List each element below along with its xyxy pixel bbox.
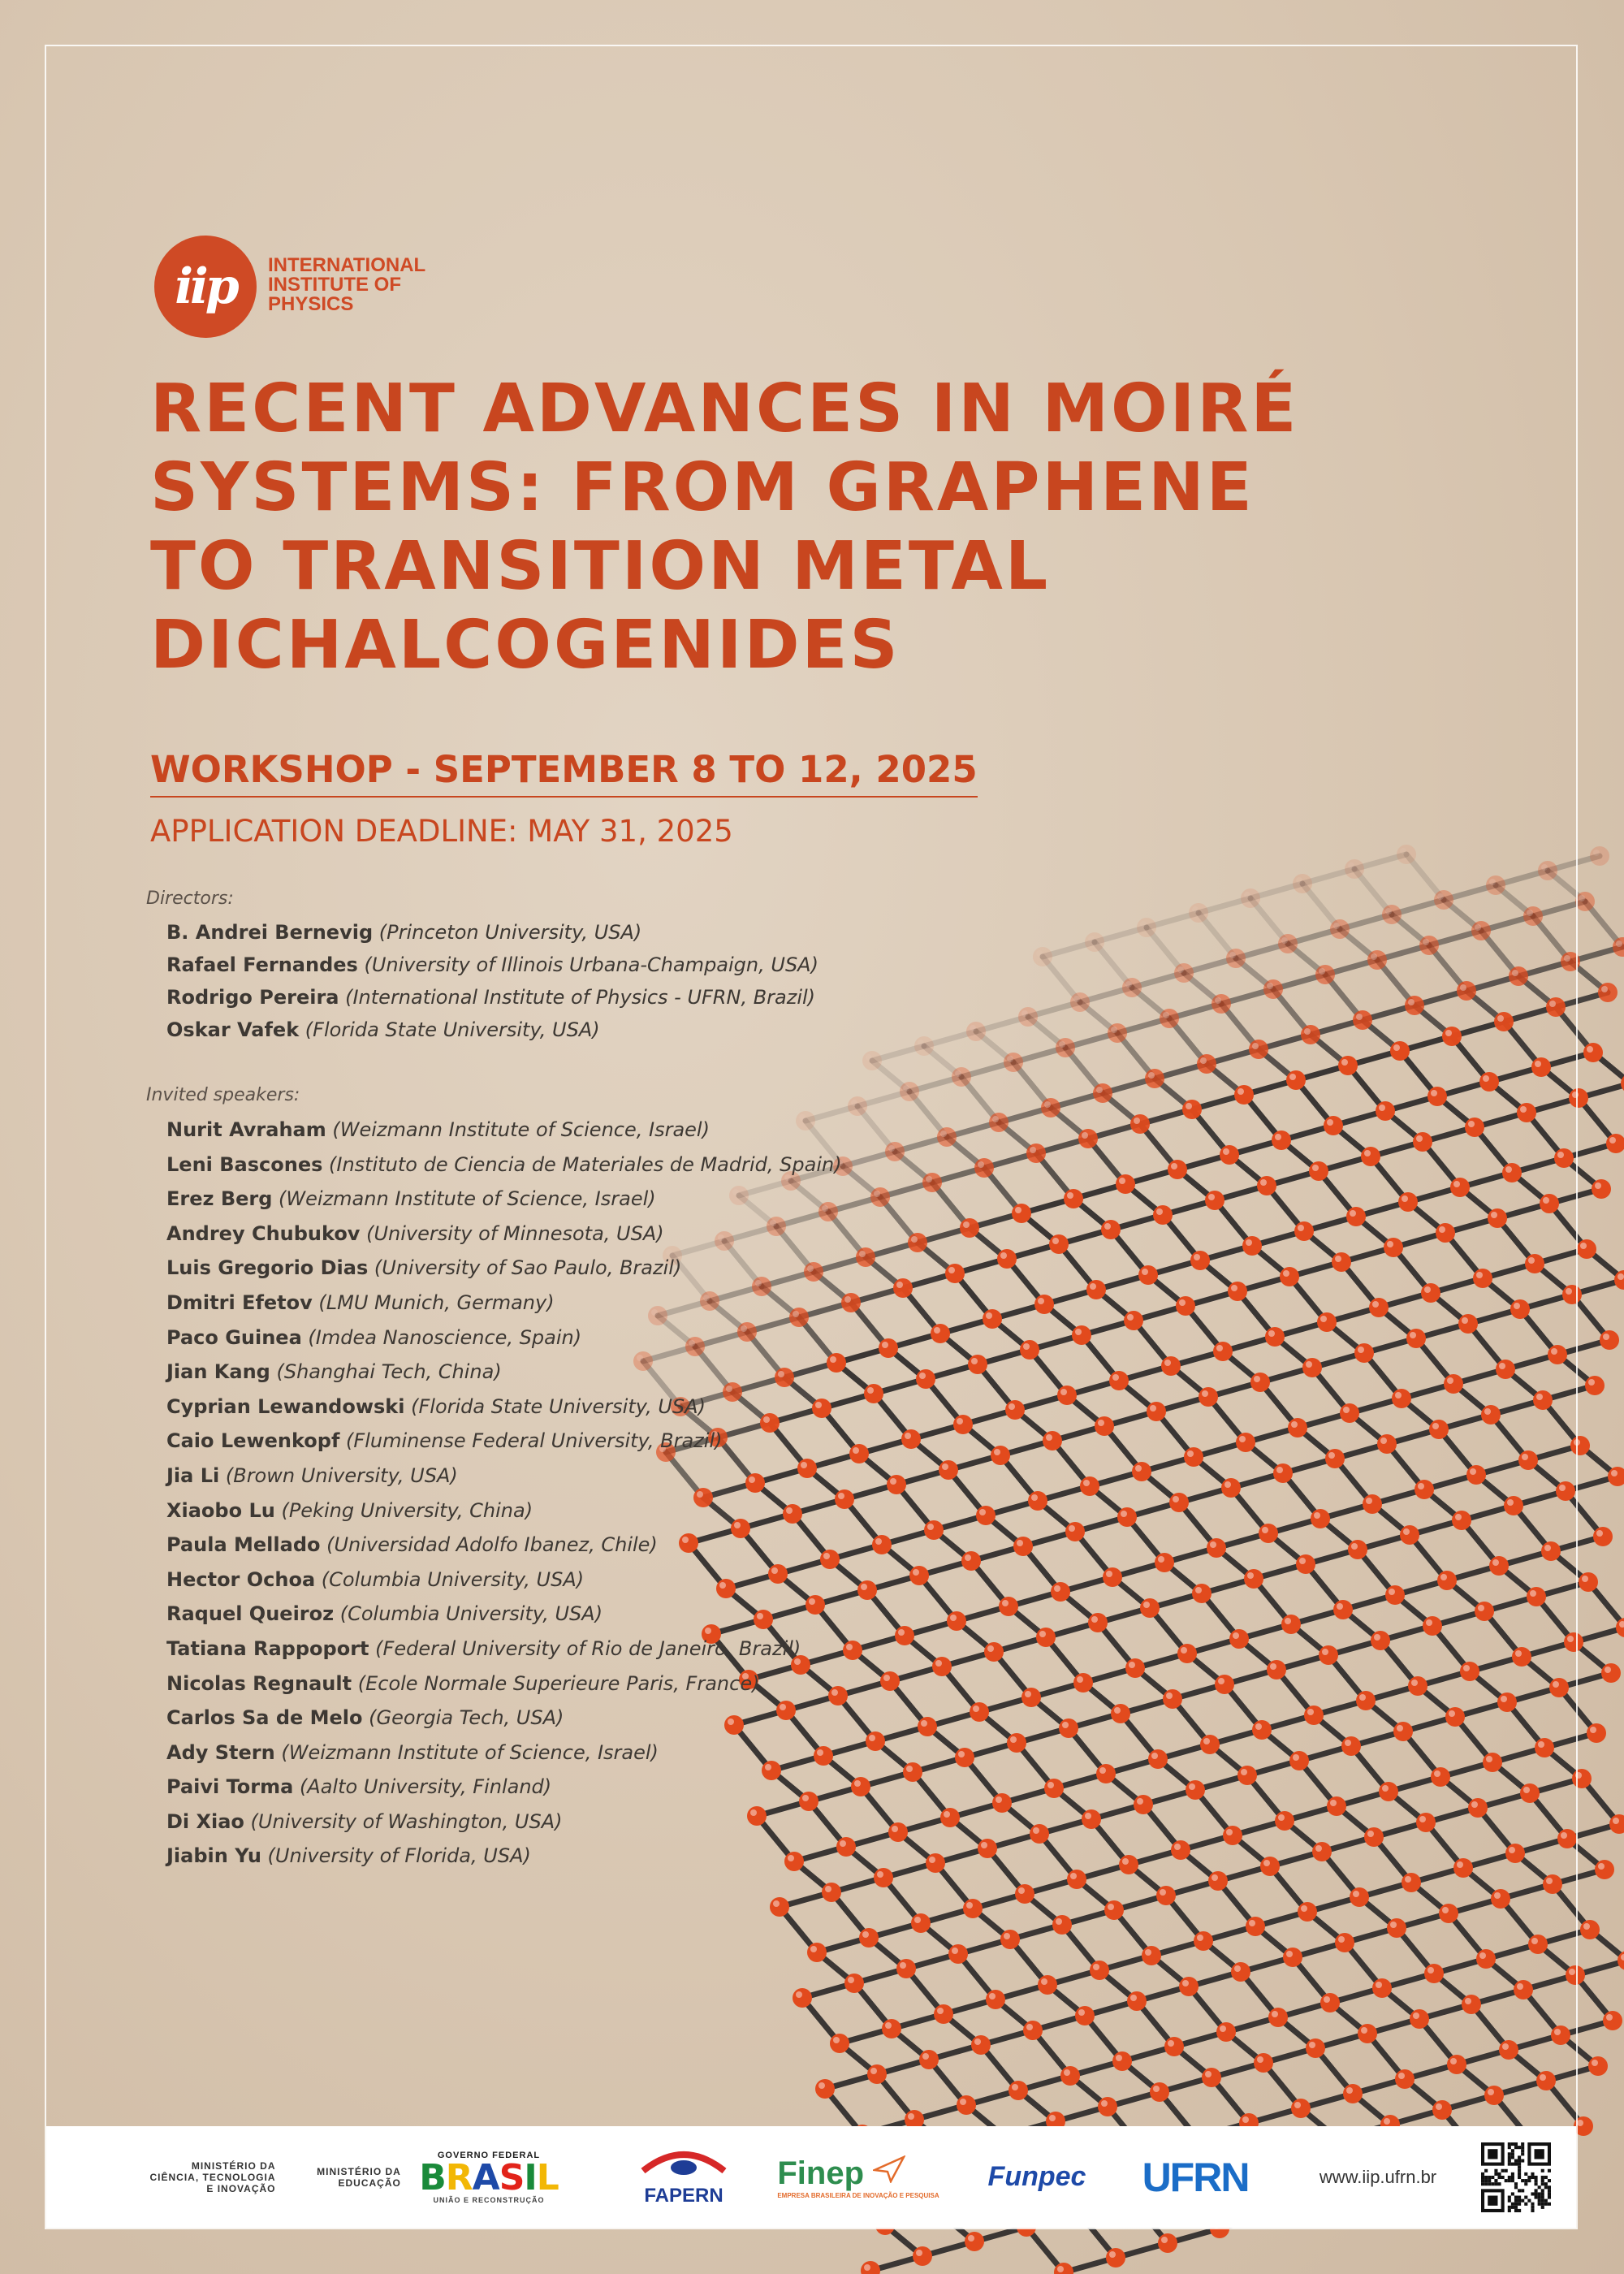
institute-name: [268, 256, 425, 314]
lattice-atom-highlight: [1595, 1182, 1601, 1189]
person-name: Andrey Chubukov: [166, 1221, 361, 1245]
person-name: Dmitri Efetov: [166, 1290, 313, 1314]
lattice-atom-highlight: [968, 2235, 974, 2242]
lattice-atom: [1158, 2233, 1177, 2253]
person-affiliation: (LMU Munich, Germany): [312, 1290, 555, 1314]
website-link[interactable]: [1297, 2126, 1459, 2228]
sponsor-footer: [46, 2126, 1576, 2228]
person-name: Luis Gregorio Dias: [166, 1256, 369, 1280]
person-affiliation: (University of Illinois Urbana-Champaign, USA): [357, 953, 818, 976]
person-affiliation: (Weizmann Institute of Science, Israel): [326, 1118, 710, 1141]
speaker-entry: [166, 1251, 842, 1286]
person-affiliation: (Federal University of Rio de Janeiro, Brazil): [369, 1636, 801, 1660]
speaker-entry: [166, 1494, 842, 1528]
lattice-atom-highlight: [1579, 895, 1585, 901]
fapern-text: FAPERN: [644, 2185, 723, 2207]
person-name: Paula Mellado: [166, 1533, 321, 1557]
lattice-atom-highlight: [1580, 1243, 1587, 1249]
director-entry: [166, 916, 818, 949]
title-line: RECENT ADVANCES IN MOIRÉ: [150, 370, 1299, 447]
person-name: Ady Stern: [166, 1740, 275, 1764]
lattice-atom: [1603, 2011, 1622, 2030]
lattice-atom-highlight: [1605, 1667, 1611, 1673]
person-affiliation: (Peking University, China): [274, 1498, 533, 1522]
person-name: Xiaobo Lu: [166, 1498, 275, 1522]
institute-name-line: INTERNATIONAL: [268, 254, 426, 276]
person-affiliation: (Ecole Normale Superieure Paris, France): [352, 1671, 760, 1695]
iip-logo: [154, 236, 447, 341]
speaker-entry: [166, 1528, 842, 1563]
lattice-atom: [1585, 1376, 1605, 1395]
person-name: Rafael Fernandes: [166, 953, 358, 976]
person-name: Erez Berg: [166, 1187, 273, 1211]
lattice-atom: [1580, 1920, 1600, 1939]
person-affiliation: (University of Sao Paulo, Brazil): [368, 1256, 682, 1280]
person-name: Caio Lewenkopf: [166, 1429, 340, 1453]
ufrn-text: UFRN: [1142, 2154, 1249, 2200]
speakers-list: [166, 1113, 842, 1874]
title-line: SYSTEMS: FROM GRAPHENE: [150, 449, 1255, 526]
person-affiliation: (Florida State University, USA): [299, 1018, 600, 1041]
directors-list: [166, 916, 818, 1046]
director-entry: [166, 1014, 818, 1046]
lattice-atom-highlight: [1618, 1273, 1624, 1280]
directors-label: Directors:: [146, 888, 234, 909]
lattice-atom-highlight: [1613, 1818, 1619, 1824]
funpec-logo: [964, 2126, 1110, 2228]
qr-code[interactable]: [1471, 2126, 1561, 2228]
speaker-entry: [166, 1597, 842, 1632]
speaker-entry: [166, 1321, 842, 1355]
finep-text: Finep: [777, 2155, 865, 2191]
person-name: Oskar Vafek: [166, 1018, 300, 1041]
person-name: Carlos Sa de Melo: [166, 1706, 363, 1730]
finep-logo: [769, 2126, 948, 2228]
lattice-atom-highlight: [1606, 2014, 1613, 2021]
speaker-entry: [166, 1113, 842, 1148]
lattice-atom: [1588, 2056, 1608, 2076]
person-name: Hector Ochoa: [166, 1567, 316, 1591]
person-name: Jian Kang: [166, 1360, 270, 1384]
lattice-atom: [1592, 1179, 1611, 1199]
governo-federal-logo: [416, 2126, 562, 2228]
person-name: Raquel Queiroz: [166, 1602, 335, 1626]
lattice-atom: [1575, 892, 1595, 911]
ministerio-ciencia-logo: [123, 2126, 302, 2228]
lattice-atom: [965, 2232, 984, 2251]
lattice-atom-highlight: [1587, 1046, 1593, 1053]
lattice-atom: [1598, 983, 1618, 1002]
speaker-entry: [166, 1701, 842, 1736]
person-name: Nurit Avraham: [166, 1118, 326, 1141]
lattice-atom: [1587, 1723, 1606, 1743]
lattice-atom: [1577, 1239, 1596, 1259]
person-affiliation: (University of Washington, USA): [244, 1809, 563, 1833]
lattice-atom-highlight: [916, 2250, 922, 2256]
lattice-atom-highlight: [1592, 2060, 1598, 2066]
lattice-atom-highlight: [1583, 1923, 1590, 1930]
person-affiliation: (Weizmann Institute of Science, Israel): [274, 1740, 659, 1764]
lattice-atom-highlight: [1593, 850, 1600, 856]
person-name: Nicolas Regnault: [166, 1671, 352, 1695]
lattice-atom-highlight: [1603, 1334, 1609, 1340]
ministerio-line: MINISTÉRIO DA: [191, 2159, 276, 2172]
lattice-atom-highlight: [1596, 1530, 1603, 1537]
person-affiliation: (Universidad Adolfo Ibanez, Chile): [320, 1533, 658, 1557]
lattice-atom: [1106, 2248, 1125, 2268]
speaker-entry: [166, 1667, 842, 1701]
lattice-atom-highlight: [1577, 2120, 1583, 2126]
person-name: Rodrigo Pereira: [166, 986, 339, 1009]
speaker-entry: [166, 1805, 842, 1840]
person-affiliation: (Weizmann Institute of Science, Israel): [272, 1187, 656, 1211]
lattice-atom-highlight: [1161, 2237, 1168, 2243]
lattice-atom: [1601, 1663, 1621, 1683]
funpec-text: Funpec: [987, 2161, 1086, 2192]
ministerio-line: MINISTÉRIO DA: [317, 2165, 401, 2177]
speaker-entry: [166, 1770, 842, 1805]
person-affiliation: (Florida State University, USA): [404, 1394, 706, 1418]
lattice-atom-highlight: [1109, 2251, 1116, 2258]
speaker-entry: [166, 1632, 842, 1667]
website-text[interactable]: www.iip.ufrn.br: [1319, 2166, 1437, 2187]
ufrn-logo: [1126, 2126, 1264, 2228]
qr-code-icon[interactable]: [1481, 2142, 1551, 2212]
person-affiliation: (Columbia University, USA): [334, 1602, 603, 1626]
person-affiliation: (Georgia Tech, USA): [362, 1706, 564, 1730]
person-name: Leni Bascones: [166, 1152, 323, 1176]
person-affiliation: (Columbia University, USA): [315, 1567, 585, 1591]
lattice-atom-highlight: [1601, 986, 1608, 992]
speaker-entry: [166, 1424, 842, 1459]
person-affiliation: (International Institute of Physics - UFRN, Brazil): [339, 986, 816, 1009]
lattice-atom: [1579, 1572, 1598, 1592]
institute-name-line: INSTITUTE OF: [268, 274, 401, 296]
person-name: Tatiana Rappoport: [166, 1636, 369, 1660]
fapern-logo: [615, 2126, 753, 2228]
speaker-entry: [166, 1390, 842, 1424]
lattice-atom-highlight: [1609, 1137, 1616, 1143]
lattice-atom-highlight: [1598, 1863, 1605, 1870]
person-name: Cyprian Lewandowski: [166, 1394, 405, 1418]
title-line: TO TRANSITION METAL: [150, 528, 1051, 605]
lattice-atom-highlight: [1590, 1727, 1596, 1733]
director-entry: [166, 981, 818, 1014]
speaker-entry: [166, 1736, 842, 1770]
ministerio-educacao-logo: [310, 2126, 408, 2228]
speaker-entry: [166, 1459, 842, 1494]
uniao-reconstrucao-text: UNIÃO E RECONSTRUÇÃO: [433, 2195, 545, 2204]
lattice-atom-highlight: [1588, 1379, 1595, 1386]
ministerio-line: E INOVAÇÃO: [206, 2182, 276, 2194]
lattice-atom-highlight: [864, 2264, 870, 2271]
lattice-atom-highlight: [1582, 1576, 1588, 1582]
ministerio-line: CIÊNCIA, TECNOLOGIA: [149, 2171, 276, 2183]
person-name: Paco Guinea: [166, 1325, 302, 1349]
finep-subtitle: EMPRESA BRASILEIRA DE INOVAÇÃO E PESQUISA: [777, 2191, 939, 2199]
speaker-entry: [166, 1217, 842, 1252]
speakers-label: Invited speakers:: [146, 1085, 300, 1105]
workshop-dates: WORKSHOP - SEPTEMBER 8 TO 12, 2025: [150, 747, 978, 798]
director-entry: [166, 949, 818, 981]
workshop-title: [150, 370, 1303, 685]
person-affiliation: (Brown University, USA): [219, 1463, 458, 1487]
lattice-atom: [1590, 846, 1609, 866]
speaker-entry: [166, 1182, 842, 1217]
lattice-atom: [913, 2246, 932, 2266]
person-affiliation: (Fluminense Federal University, Brazil): [339, 1429, 723, 1453]
person-affiliation: (Imdea Nanoscience, Spain): [301, 1325, 582, 1349]
person-affiliation: (Shanghai Tech, China): [270, 1360, 502, 1384]
lattice-atom-highlight: [1057, 2266, 1064, 2272]
person-affiliation: (Instituto de Ciencia de Materiales de Madrid, Spain): [322, 1152, 842, 1176]
person-affiliation: (Aalto University, Finland): [293, 1775, 552, 1799]
person-name: Jiabin Yu: [166, 1844, 261, 1868]
ministerio-line: EDUCAÇÃO: [338, 2177, 401, 2189]
lattice-atom-highlight: [1611, 1470, 1618, 1476]
person-name: Paivi Torma: [166, 1775, 294, 1799]
governo-federal-text: GOVERNO FEDERAL: [437, 2150, 541, 2160]
person-affiliation: (Princeton University, USA): [373, 921, 642, 944]
application-deadline: APPLICATION DEADLINE: MAY 31, 2025: [150, 814, 733, 849]
speaker-entry: [166, 1839, 842, 1874]
iip-logo-mark: iip: [154, 236, 257, 338]
person-affiliation: (University of Minnesota, USA): [360, 1221, 664, 1245]
speaker-entry: [166, 1355, 842, 1390]
speaker-entry: [166, 1286, 842, 1321]
lattice-atom: [1593, 1527, 1613, 1546]
lattice-atom: [1583, 1043, 1603, 1062]
person-name: Di Xiao: [166, 1809, 244, 1833]
lattice-atom-highlight: [1616, 940, 1622, 947]
speaker-entry: [166, 1563, 842, 1597]
lattice-atom: [1595, 1860, 1614, 1879]
paper-plane-icon: [873, 2155, 905, 2183]
lattice-atom: [1600, 1330, 1619, 1350]
title-line: DICHALCOGENIDES: [150, 607, 901, 684]
institute-name-line: PHYSICS: [268, 293, 354, 315]
brasil-wordmark: BRASIL: [419, 2156, 559, 2198]
person-affiliation: (University of Florida, USA): [261, 1844, 531, 1868]
speaker-entry: [166, 1148, 842, 1182]
fapern-eye-icon: [639, 2146, 728, 2179]
person-name: Jia Li: [166, 1463, 220, 1487]
person-name: B. Andrei Bernevig: [166, 921, 374, 944]
